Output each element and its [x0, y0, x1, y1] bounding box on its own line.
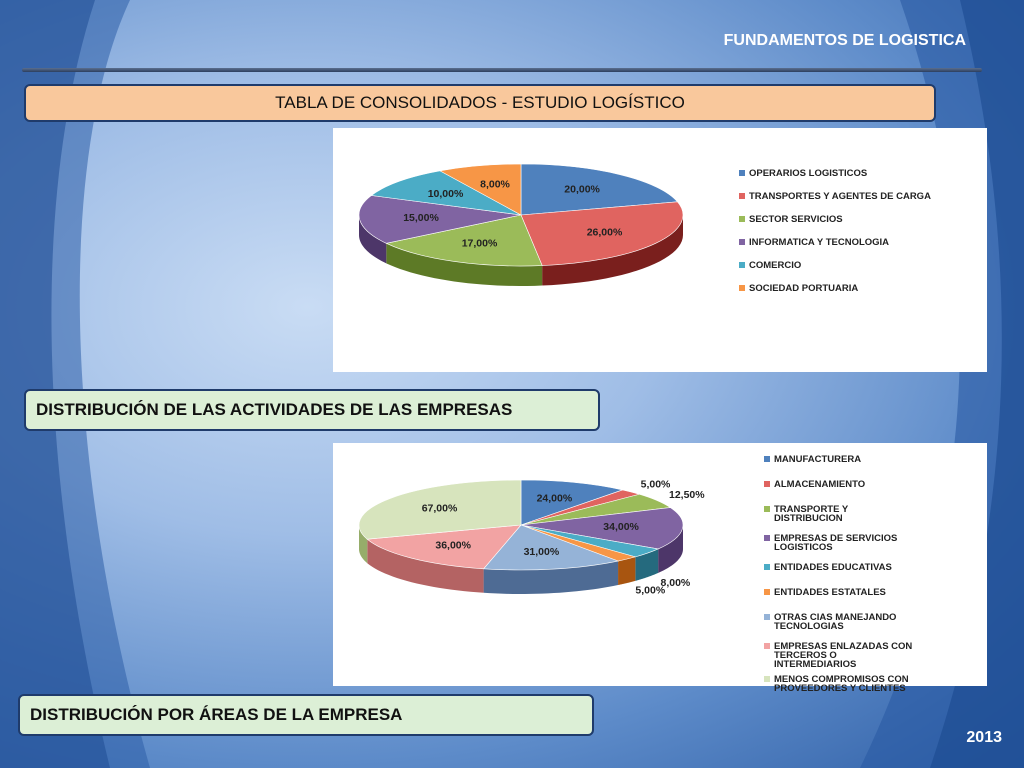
pie-1-legend-swatch-2 [739, 216, 745, 222]
pie-1-data-label-5: 8,00% [480, 178, 510, 191]
pie-2-legend-label-1: ALMACENAMIENTO [774, 479, 866, 490]
consolidados-banner [24, 84, 936, 122]
pie-1-legend-label-1: TRANSPORTES Y AGENTES DE CARGA [749, 191, 931, 202]
pie-1-legend-label-4: COMERCIO [749, 260, 802, 271]
pie-1-data-label-0: 20,00% [564, 183, 600, 196]
actividades-banner [24, 389, 600, 431]
areas-banner-label: DISTRIBUCIÓN POR ÁREAS DE LA EMPRESA [30, 705, 403, 724]
actividades-banner-label: DISTRIBUCIÓN DE LAS ACTIVIDADES DE LAS EMPRESAS [36, 400, 513, 419]
pie-2-legend-label-7: EMPRESAS ENLAZADAS CON TERCEROS O INTERMEDIARIOS [774, 641, 913, 670]
pie-2-legend-swatch-7 [764, 643, 770, 649]
pie-chart-actividades [333, 443, 987, 694]
pie-1-legend-label-0: OPERARIOS LOGISTICOS [749, 168, 868, 179]
pie-chart-consolidados-svg [333, 128, 987, 372]
pie-2-legend-label-5: ENTIDADES ESTATALES [774, 587, 886, 598]
pie-2-data-label-5: 5,00% [635, 584, 666, 597]
consolidados-banner-label: TABLA DE CONSOLIDADOS - ESTUDIO LOGÍSTICO [275, 93, 685, 112]
pie-2-side-5 [618, 557, 635, 585]
pie-1-legend-label-5: SOCIEDAD PORTUARIA [749, 283, 859, 294]
pie-1-data-label-3: 15,00% [403, 211, 439, 224]
pie-2-data-label-7: 36,00% [435, 539, 472, 552]
pie-chart-actividades-svg [333, 443, 987, 694]
pie-2-legend-swatch-3 [764, 535, 770, 541]
pie-2-legend-label-0: MANUFACTURERA [774, 454, 862, 465]
presentation-title: FUNDAMENTOS DE LOGISTICA [723, 32, 966, 49]
pie-1-legend-swatch-1 [739, 193, 745, 199]
pie-1-legend-swatch-3 [739, 239, 745, 245]
areas-banner [18, 694, 594, 736]
pie-2-legend-label-3: EMPRESAS DE SERVICIOS LOGISTICOS [774, 533, 898, 553]
year-label: 2013 [966, 729, 1002, 746]
header-divider [22, 68, 982, 72]
pie-1-data-label-4: 10,00% [427, 187, 464, 200]
pie-2-legend [764, 454, 912, 694]
pie-2-legend-swatch-1 [764, 481, 770, 487]
pie-2-data-label-2: 12,50% [668, 488, 705, 501]
pie-2-legend-label-2: TRANSPORTE Y DISTRIBUCION [774, 504, 849, 524]
pie-1-legend-label-3: INFORMATICA Y TECNOLOGIA [749, 237, 890, 248]
pie-2-data-label-1: 5,00% [640, 478, 671, 491]
pie-2-data-label-8: 67,00% [421, 502, 458, 515]
pie-1-legend-swatch-0 [739, 170, 745, 176]
pie-2-legend-swatch-2 [764, 506, 770, 512]
pie-2-legend-label-8: MENOS COMPROMISOS CON PROVEEDORES Y CLIENTES [774, 674, 909, 694]
pie-2-legend-swatch-8 [764, 676, 770, 682]
pie-1-legend-label-2: SECTOR SERVICIOS [749, 214, 843, 225]
pie-2-legend-swatch-0 [764, 456, 770, 462]
pie-2-data-label-4: 8,00% [660, 577, 691, 590]
pie-2-data-label-3: 34,00% [603, 521, 639, 534]
pie-2-data-label-0: 24,00% [536, 492, 573, 505]
pie-1-legend [739, 168, 931, 294]
pie-2-legend-swatch-4 [764, 564, 770, 570]
pie-2-legend-label-6: OTRAS CIAS MANEJANDO TECNOLOGIAS [774, 612, 897, 632]
pie-2-legend-swatch-6 [764, 614, 770, 620]
pie-1-data-label-2: 17,00% [461, 237, 498, 250]
pie-2-data-label-6: 31,00% [523, 546, 560, 559]
pie-2-legend-swatch-5 [764, 589, 770, 595]
pie-1-data-label-1: 26,00% [586, 226, 623, 239]
pie-chart-consolidados [333, 128, 987, 372]
pie-1-legend-swatch-4 [739, 262, 745, 268]
pie-2-legend-label-4: ENTIDADES EDUCATIVAS [774, 562, 892, 573]
pie-1-legend-swatch-5 [739, 285, 745, 291]
